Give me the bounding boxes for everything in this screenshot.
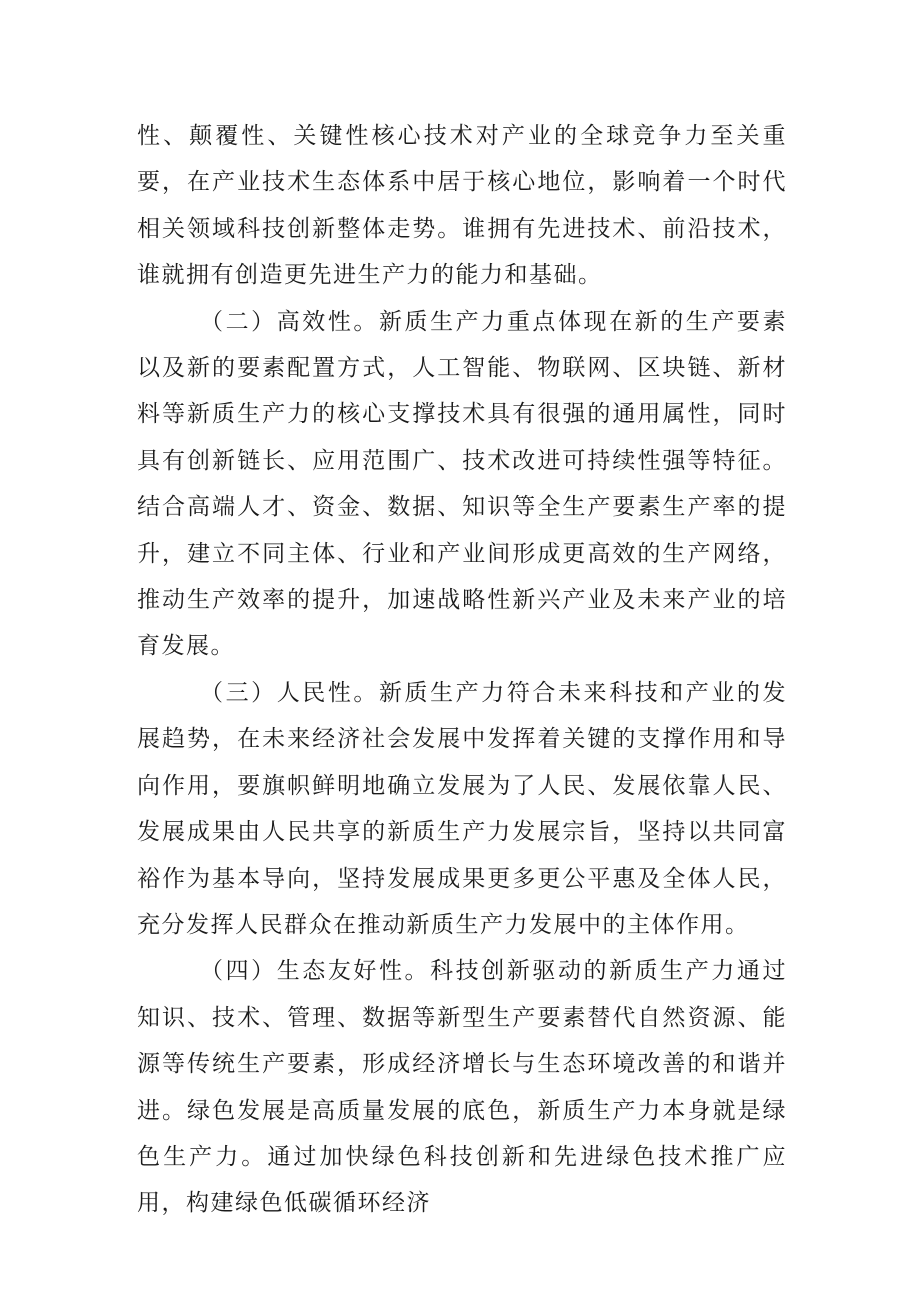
paragraph-eco-friendly: （四）生态友好性。科技创新驱动的新质生产力通过知识、技术、管理、数据等新型生产要素替代自然资源、能源等传统生产要素，形成经济增长与生态环境改善的和谐并进。绿色发展是高质量发展的底色，新质生产力本身就是绿色生产力。通过加快绿色科技创新和先进绿色技术推广应用，构建绿色低碳循环经济 (137, 958, 787, 1217)
paragraph-continuation: 性、颠覆性、关键性核心技术对产业的全球竞争力至关重要，在产业技术生态体系中居于核心地位，影响着一个时代相关领域科技创新整体走势。谁拥有先进技术、前沿技术，谁就拥有创造更先进生产力的能力和基础。 (137, 123, 787, 289)
document-body (137, 113, 787, 1227)
paragraph-efficiency: （二）高效性。新质生产力重点体现在新的生产要素以及新的要素配置方式，人工智能、物联网、区块链、新材料等新质生产力的核心支撑技术具有很强的通用属性，同时具有创新链长、应用范围广、技术改进可持续性强等特征。结合高端人才、资金、数据、知识等全生产要素生产率的提升，建立不同主体、行业和产业间形成更高效的生产网络，推动生产效率的提升，加速战略性新兴产业及未来产业的培育发展。 (137, 308, 787, 660)
paragraph-people-oriented: （三）人民性。新质生产力符合未来科技和产业的发展趋势，在未来经济社会发展中发挥着关键的支撑作用和导向作用，要旗帜鲜明地确立发展为了人民、发展依靠人民、发展成果由人民共享的新质生产力发展宗旨，坚持以共同富裕作为基本导向，坚持发展成果更多更公平惠及全体人民，充分发挥人民群众在推动新质生产力发展中的主体作用。 (137, 679, 787, 938)
